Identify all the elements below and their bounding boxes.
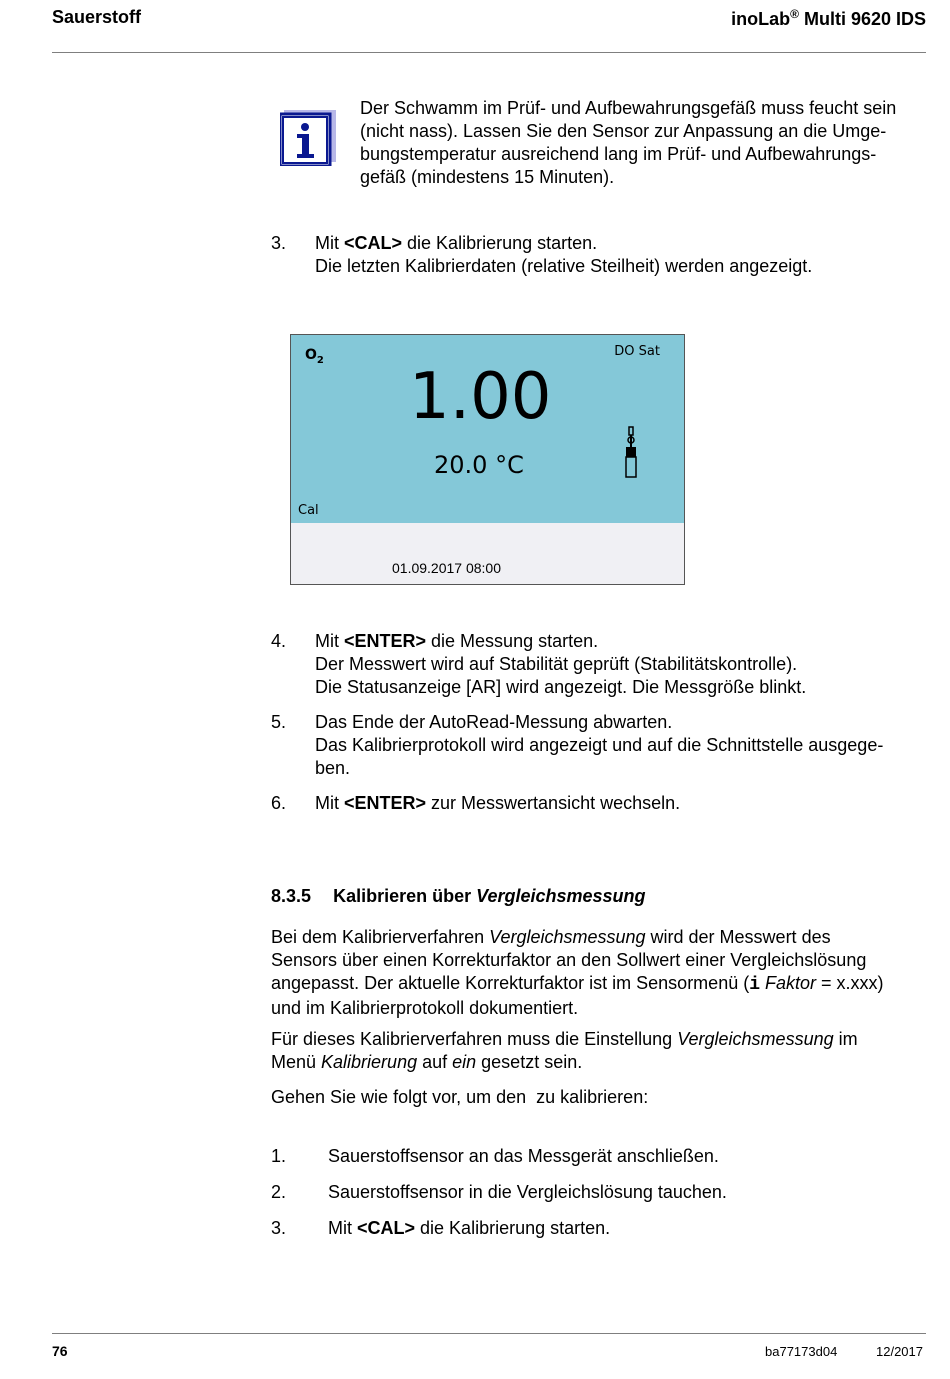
step-detail: ben. [315,758,351,778]
display-measurement-area [291,335,684,523]
header-product-title [731,7,926,30]
sensor-icon [622,425,640,481]
step-text-pre: Das Ende der AutoRead-Messung abwarten. [315,712,673,732]
key-label: <CAL> [344,233,403,253]
step-text: Sauerstoffsensor an das Messgerät anschließen. [328,1146,719,1166]
text-emphasis: Vergleichsmessung [677,1029,834,1049]
step-text-post: die Messung starten. [426,631,599,651]
section-title-emphasis: Vergleichsmessung [476,886,646,906]
product-name: inoLab [731,9,791,29]
text-run: auf [417,1052,453,1072]
text-run: wird der Messwert des [645,927,831,947]
display-parameter [305,347,324,366]
key-label: <ENTER> [344,631,427,651]
step-text-post: zur Messwertansicht wechseln. [426,793,681,813]
info-key-icon: i [749,975,761,995]
step-text-pre: Mit [328,1218,357,1238]
document-id: ba77173d04 [765,1344,838,1359]
text-run: im [833,1029,858,1049]
step-number: 3. [271,233,287,253]
text-line: Sensors über einen Korrekturfaktor an den Sollwert einer Vergleichslösung [271,950,867,970]
step-text-pre: Mit [315,631,344,651]
page-number: 76 [52,1343,68,1359]
registered-mark: ® [790,7,799,21]
note-line: bungstemperatur ausreichend lang im Prüf- und Aufbewahrungs- [360,144,877,164]
step-number: 6. [271,793,287,813]
key-label: <ENTER> [344,793,427,813]
text-run: angepasst. Der aktuelle Korrekturfaktor ist im Sensormenü ( [271,973,750,993]
paragraph [271,926,884,1020]
step-text-pre: Mit [315,233,344,253]
section-heading [271,885,646,908]
text-emphasis: Faktor [760,973,817,993]
display-param: O [305,347,317,363]
header-rule [52,52,926,53]
step-number: 3. [271,1218,287,1238]
paragraph [271,1028,858,1074]
step-number: 1. [271,1146,287,1166]
note-line: (nicht nass). Lassen Sie den Sensor zur Anpassung an die Umge- [360,121,887,141]
header-section-title: Sauerstoff [52,7,142,27]
step-text-post: die Kalibrierung starten. [415,1218,611,1238]
display-param-sub: 2 [316,354,324,366]
document-date: 12/2017 [876,1344,923,1359]
step-text [315,711,883,780]
note-line: gefäß (mindestens 15 Minuten). [360,167,615,187]
display-value: 1.00 [409,360,552,434]
step-text [315,630,806,699]
step-text [328,1217,610,1240]
step-detail: Die Statusanzeige [AR] wird angezeigt. Die Messgröße blinkt. [315,677,807,697]
section-title: Kalibrieren über [333,886,477,906]
step-text [315,232,812,278]
key-label: <CAL> [357,1218,416,1238]
text-run: Für dieses Kalibrierverfahren muss die Einstellung [271,1029,678,1049]
display-mode: DO Sat [614,344,660,359]
step-number: 4. [271,631,287,651]
text-run: Menü [271,1052,322,1072]
step-detail: Die letzten Kalibrierdaten (relative Steilheit) werden angezeigt. [315,256,813,276]
info-icon [280,110,336,166]
step-text-pre: Mit [315,793,344,813]
note-line: Der Schwamm im Prüf- und Aufbewahrungsgefäß muss feucht sein [360,98,897,118]
step-detail: Das Kalibrierprotokoll wird angezeigt und auf die Schnittstelle ausgege- [315,735,884,755]
note-text [360,97,896,189]
step-text-post: die Kalibrierung starten. [402,233,598,253]
text-run: = x.xxx) [816,973,884,993]
section-number: 8.3.5 [271,886,312,906]
display-status: Cal [298,503,319,518]
text-emphasis: ein [452,1052,477,1072]
step-number: 5. [271,712,287,732]
footer-rule [52,1333,926,1334]
paragraph: Gehen Sie wie folgt vor, um den zu kalibrieren: [271,1087,649,1107]
step-text: Sauerstoffsensor in die Vergleichslösung tauchen. [328,1182,727,1202]
display-temperature: 20.0 °C [434,451,524,479]
text-run: Bei dem Kalibrierverfahren [271,927,490,947]
text-emphasis: Kalibrierung [321,1052,418,1072]
text-emphasis: Vergleichsmessung [489,927,646,947]
display-datetime: 01.09.2017 08:00 [392,560,501,576]
step-text [315,792,680,815]
text-line: und im Kalibrierprotokoll dokumentiert. [271,998,579,1018]
text-run: gesetzt sein. [476,1052,583,1072]
device-display [290,334,685,585]
step-detail: Der Messwert wird auf Stabilität geprüft (Stabilitätskontrolle). [315,654,798,674]
step-number: 2. [271,1182,287,1202]
product-model: Multi 9620 IDS [798,9,926,29]
